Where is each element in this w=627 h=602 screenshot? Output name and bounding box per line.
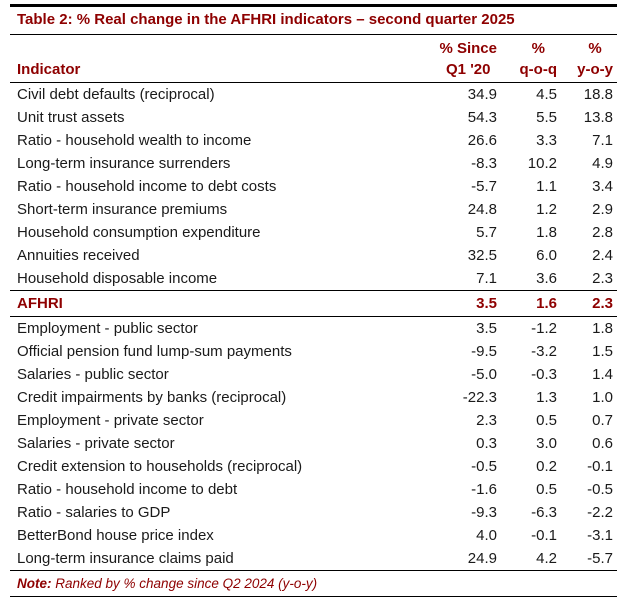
- qoq-cell: 5.5: [536, 109, 557, 126]
- since-q1-20-cell: 24.9: [467, 550, 497, 567]
- yoy-cell: 0.6: [592, 435, 613, 452]
- indicator-cell: Ratio - salaries to GDP: [17, 504, 171, 521]
- qoq-cell: 1.1: [536, 178, 557, 195]
- table-row: [10, 152, 617, 175]
- table-row: [10, 547, 617, 570]
- column-header-qoq-line1: %: [531, 40, 545, 57]
- indicator-cell: Household disposable income: [17, 270, 218, 287]
- yoy-cell: -5.7: [587, 550, 613, 567]
- since-q1-20-cell: -9.3: [471, 504, 497, 521]
- rows-above-afhri: [10, 83, 617, 290]
- indicator-cell: Ratio - household income to debt costs: [17, 178, 277, 195]
- column-header-row: [10, 35, 617, 82]
- column-header-yoy: [557, 38, 613, 80]
- yoy-cell: 2.3: [592, 295, 613, 312]
- yoy-cell: 3.4: [592, 178, 613, 195]
- afhri-table: [10, 4, 617, 597]
- column-header-qoq-line2: q-o-q: [519, 61, 557, 78]
- qoq-cell: 0.5: [536, 412, 557, 429]
- column-header-qoq: [497, 38, 557, 80]
- since-q1-20-cell: -8.3: [471, 155, 497, 172]
- since-q1-20-cell: -22.3: [462, 389, 497, 406]
- table-row: [10, 409, 617, 432]
- table-row: [10, 83, 617, 106]
- table-row: [10, 455, 617, 478]
- qoq-cell: 1.8: [536, 224, 557, 241]
- since-q1-20-cell: 0.3: [476, 435, 497, 452]
- qoq-cell: 4.5: [536, 86, 557, 103]
- yoy-cell: 1.4: [592, 366, 613, 383]
- indicator-cell: Annuities received: [17, 247, 140, 264]
- yoy-cell: 18.8: [583, 86, 613, 103]
- qoq-cell: 0.2: [536, 458, 557, 475]
- column-header-since-q1-20: [417, 38, 497, 80]
- table-row: [10, 175, 617, 198]
- yoy-cell: -3.1: [587, 527, 613, 544]
- yoy-cell: -0.5: [587, 481, 613, 498]
- table-row: [10, 501, 617, 524]
- since-q1-20-cell: 54.3: [467, 109, 497, 126]
- yoy-cell: 2.4: [592, 247, 613, 264]
- table-row: [10, 198, 617, 221]
- column-header-indicator: Indicator: [17, 61, 81, 78]
- since-q1-20-cell: -9.5: [471, 343, 497, 360]
- qoq-cell: 3.0: [536, 435, 557, 452]
- qoq-cell: -1.2: [531, 320, 557, 337]
- yoy-cell: 1.0: [592, 389, 613, 406]
- qoq-cell: 1.3: [536, 389, 557, 406]
- since-q1-20-cell: 7.1: [476, 270, 497, 287]
- table-title: Table 2: % Real change in the AFHRI indicators – second quarter 2025: [17, 11, 515, 28]
- indicator-cell: Credit impairments by banks (reciprocal): [17, 389, 287, 406]
- indicator-cell: AFHRI: [17, 295, 63, 312]
- table-row: [10, 129, 617, 152]
- indicator-cell: Household consumption expenditure: [17, 224, 261, 241]
- table-row: [10, 221, 617, 244]
- qoq-cell: 4.2: [536, 550, 557, 567]
- since-q1-20-cell: -5.7: [471, 178, 497, 195]
- yoy-cell: 1.8: [592, 320, 613, 337]
- yoy-cell: 2.9: [592, 201, 613, 218]
- table-row: [10, 340, 617, 363]
- column-header-since-line2: Q1 '20: [446, 61, 491, 78]
- column-header-since-line1: % Since: [439, 40, 497, 57]
- indicator-cell: Short-term insurance premiums: [17, 201, 228, 218]
- since-q1-20-cell: -1.6: [471, 481, 497, 498]
- indicator-cell: Long-term insurance claims paid: [17, 550, 234, 567]
- since-q1-20-cell: 3.5: [476, 295, 497, 312]
- since-q1-20-cell: 34.9: [467, 86, 497, 103]
- column-header-yoy-line1: %: [588, 40, 602, 57]
- qoq-cell: 6.0: [536, 247, 557, 264]
- table-row: [10, 317, 617, 340]
- table-row: [10, 106, 617, 129]
- qoq-cell: 1.2: [536, 201, 557, 218]
- indicator-cell: Unit trust assets: [17, 109, 125, 126]
- yoy-cell: 7.1: [592, 132, 613, 149]
- indicator-cell: Employment - public sector: [17, 320, 198, 337]
- table-row: [10, 432, 617, 455]
- yoy-cell: 2.8: [592, 224, 613, 241]
- since-q1-20-cell: 5.7: [476, 224, 497, 241]
- column-header-yoy-line2: y-o-y: [577, 61, 613, 78]
- qoq-cell: -0.3: [531, 366, 557, 383]
- indicator-cell: Ratio - household income to debt: [17, 481, 238, 498]
- indicator-cell: Credit extension to households (reciprocal): [17, 458, 303, 475]
- since-q1-20-cell: -0.5: [471, 458, 497, 475]
- yoy-cell: 13.8: [583, 109, 613, 126]
- indicator-cell: Long-term insurance surrenders: [17, 155, 231, 172]
- qoq-cell: 1.6: [536, 295, 557, 312]
- qoq-cell: 0.5: [536, 481, 557, 498]
- yoy-cell: 0.7: [592, 412, 613, 429]
- qoq-cell: -0.1: [531, 527, 557, 544]
- note-label: Note:: [17, 576, 52, 591]
- yoy-cell: -2.2: [587, 504, 613, 521]
- note-text: Ranked by % change since Q2 2024 (y-o-y): [51, 576, 318, 591]
- indicator-cell: Employment - private sector: [17, 412, 204, 429]
- qoq-cell: 10.2: [527, 155, 557, 172]
- yoy-cell: 2.3: [592, 270, 613, 287]
- yoy-cell: 4.9: [592, 155, 613, 172]
- table-row: [10, 363, 617, 386]
- indicator-cell: Salaries - public sector: [17, 366, 169, 383]
- since-q1-20-cell: -5.0: [471, 366, 497, 383]
- indicator-cell: Official pension fund lump-sum payments: [17, 343, 292, 360]
- qoq-cell: 3.3: [536, 132, 557, 149]
- table-row: [10, 524, 617, 547]
- table-row: [10, 478, 617, 501]
- indicator-cell: Ratio - household wealth to income: [17, 132, 252, 149]
- since-q1-20-cell: 24.8: [467, 201, 497, 218]
- qoq-cell: -3.2: [531, 343, 557, 360]
- yoy-cell: 1.5: [592, 343, 613, 360]
- afhri-summary-row: [10, 291, 617, 316]
- table-row: [10, 244, 617, 267]
- indicator-cell: Salaries - private sector: [17, 435, 175, 452]
- table-row: [10, 386, 617, 409]
- since-q1-20-cell: 26.6: [467, 132, 497, 149]
- table-note: [10, 571, 617, 596]
- since-q1-20-cell: 4.0: [476, 527, 497, 544]
- indicator-cell: BetterBond house price index: [17, 527, 214, 544]
- qoq-cell: 3.6: [536, 270, 557, 287]
- qoq-cell: -6.3: [531, 504, 557, 521]
- since-q1-20-cell: 2.3: [476, 412, 497, 429]
- table-row: [10, 267, 617, 290]
- since-q1-20-cell: 3.5: [476, 320, 497, 337]
- yoy-cell: -0.1: [587, 458, 613, 475]
- bottom-border-line: [10, 596, 617, 597]
- since-q1-20-cell: 32.5: [467, 247, 497, 264]
- indicator-cell: Civil debt defaults (reciprocal): [17, 86, 215, 103]
- rows-below-afhri: [10, 317, 617, 570]
